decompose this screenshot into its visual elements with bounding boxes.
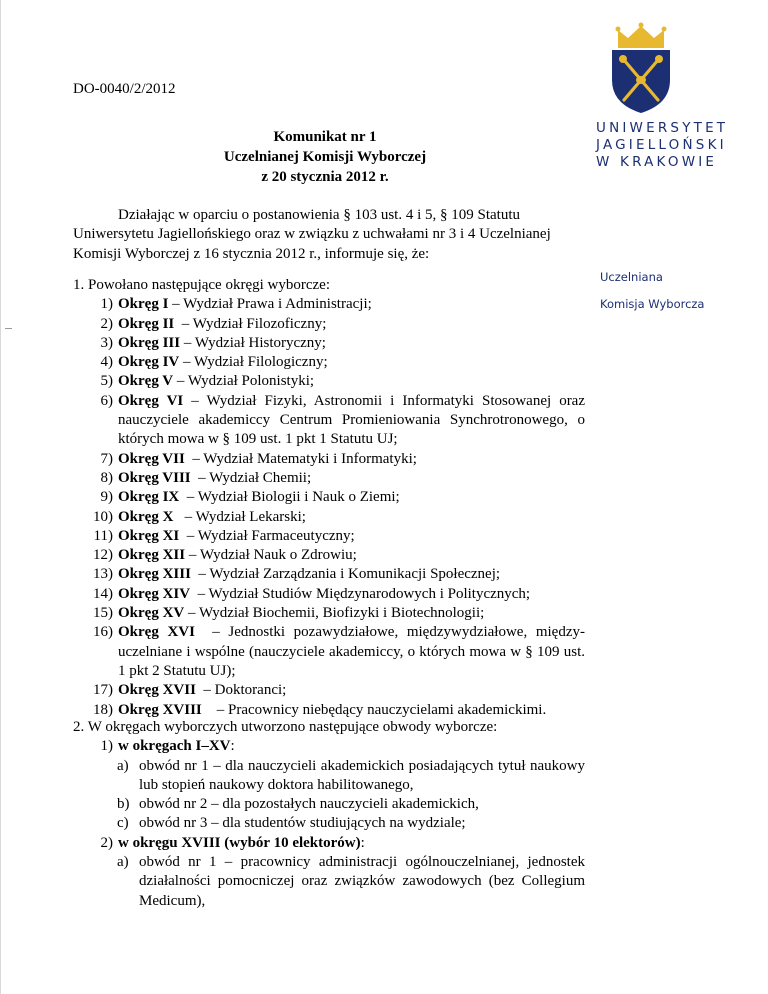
district-description: – Wydział Farmaceutyczny; xyxy=(179,527,355,544)
list-number: 8) xyxy=(100,469,113,486)
intro-line-1: Działając w oparciu o postanowienia § 103 ust. 4 i 5, § 109 Statutu xyxy=(118,207,521,223)
district-item xyxy=(73,353,585,372)
district-name: Okręg II xyxy=(118,315,175,332)
district-item xyxy=(73,334,585,353)
constituency-group-1 xyxy=(73,737,585,756)
university-name-line-3: W KRAKOWIE xyxy=(596,154,718,170)
district-description: – Wydział Polonistyki; xyxy=(173,373,315,390)
constituency-text: obwód nr 3 – dla studentów studiujących na wydziale; xyxy=(139,815,466,832)
commission-label xyxy=(600,264,704,318)
district-name: Okręg XVI xyxy=(118,624,195,641)
page-edge xyxy=(0,0,1,994)
intro-line-2: Uniwersytetu Jagiellońskiego oraz w związku z uchwałami nr 3 i 4 Uczelnianej xyxy=(73,226,551,243)
district-name: Okręg IX xyxy=(118,489,180,506)
heading-line-3: z 20 stycznia 2012 r. xyxy=(261,169,389,185)
district-name: Okręg XV xyxy=(118,605,185,622)
district-description: – Wydział Filozoficzny; xyxy=(174,315,327,332)
list-number: 2) xyxy=(100,315,113,332)
district-description: – Wydział Biologii i Nauk o Ziemi; xyxy=(179,489,400,506)
district-item xyxy=(73,295,585,314)
heading-line-1: Komunikat nr 1 xyxy=(273,129,377,145)
district-item xyxy=(73,527,585,546)
list-letter: b) xyxy=(117,796,130,813)
district-description: – Wydział Nauk o Zdrowiu; xyxy=(185,547,357,564)
document-number: DO-0040/2/2012 xyxy=(73,81,176,97)
list-letter: a) xyxy=(117,854,129,871)
list-number: 9) xyxy=(100,489,113,506)
university-logo xyxy=(596,22,746,171)
commission-line-2: Komisja Wyborcza xyxy=(600,297,705,311)
list-number: 12) xyxy=(93,547,113,564)
list-number: 17) xyxy=(93,682,113,699)
district-item xyxy=(73,585,585,604)
district-item xyxy=(73,469,585,488)
list-number: 3) xyxy=(100,334,113,351)
section-districts xyxy=(73,276,589,720)
district-list xyxy=(73,295,589,720)
list-number: 6) xyxy=(100,392,113,409)
district-item xyxy=(73,372,585,391)
margin-mark xyxy=(5,328,12,329)
district-name: Okręg XVII xyxy=(118,682,196,699)
intro-paragraph xyxy=(73,206,585,264)
district-description: – Wydział Lekarski; xyxy=(173,508,306,525)
district-name: Okręg VIII xyxy=(118,469,191,486)
district-description: – Wydział Matematyki i Informatyki; xyxy=(184,450,417,467)
section-1-heading: 1. Powołano następujące okręgi wyborcze: xyxy=(73,277,330,293)
district-name: Okręg IV xyxy=(118,354,180,371)
district-description: – Wydział Zarządzania i Komunikacji Społecznej; xyxy=(190,566,501,583)
section-2-heading: 2. W okręgach wyborczych utworzono następujące obwody wyborcze: xyxy=(73,719,498,735)
district-name: Okręg X xyxy=(118,508,174,525)
university-name-line-2: JAGIELLOŃSKI xyxy=(596,137,727,153)
district-item xyxy=(73,508,585,527)
district-item xyxy=(73,701,585,720)
district-description: – Wydział Historyczny; xyxy=(180,334,326,351)
district-description: – Jednostki pozawydziałowe, międzywydziałowe, między-uczelniane i wspólne (nauczyciele akademiccy, o których mowa w § 109 ust. 1 pkt 2 Statutu UJ); xyxy=(118,624,589,679)
district-item xyxy=(73,565,585,584)
district-item xyxy=(73,681,585,700)
list-number: 5) xyxy=(100,373,113,390)
constituency-groups xyxy=(73,737,585,911)
list-letter: c) xyxy=(117,815,129,832)
university-name xyxy=(596,120,746,171)
constituency-item xyxy=(73,814,585,833)
constituency-item xyxy=(73,853,585,911)
list-number: 18) xyxy=(93,701,113,718)
group-suffix: : xyxy=(230,738,235,755)
group-suffix: : xyxy=(360,834,365,851)
constituency-text: obwód nr 1 – pracownicy administracji ogólnouczelnianej, jednostek działalności pomocniczej oraz związków zawodowych (bez Collegium Medicum), xyxy=(139,854,585,909)
district-item xyxy=(73,623,589,681)
district-name: Okręg XIII xyxy=(118,566,191,583)
district-name: Okręg III xyxy=(118,334,181,351)
list-number: 2) xyxy=(100,834,113,851)
constituency-text: obwód nr 2 – dla pozostałych nauczycieli akademickich, xyxy=(139,796,479,813)
district-name: Okręg VII xyxy=(118,450,185,467)
list-number: 15) xyxy=(93,605,113,622)
announcement-heading xyxy=(130,127,520,187)
district-name: Okręg XII xyxy=(118,547,186,564)
constituency-item xyxy=(73,757,585,796)
group-1-items xyxy=(73,757,585,834)
district-item xyxy=(73,392,589,450)
list-number: 10) xyxy=(93,508,113,525)
district-description: – Wydział Fizyki, Astronomii i Informatyki Stosowanej oraz nauczyciele akademiccy Centrum Promieniowania Synchrotronowego, o których mowa w § 109 ust. 1 pkt 1 Statutu UJ; xyxy=(118,392,589,448)
intro-line-3: Komisji Wyborczej z 16 stycznia 2012 r., informuje się, że: xyxy=(73,245,430,262)
university-name-line-1: UNIWERSYTET xyxy=(596,120,729,136)
list-number: 14) xyxy=(93,585,113,602)
constituency-text: obwód nr 1 – dla nauczycieli akademickich posiadających tytuł naukowy lub stopień naukowy doktora habilitowanego, xyxy=(139,757,585,793)
district-description: – Wydział Filologiczny; xyxy=(179,354,328,371)
district-name: Okręg XI xyxy=(118,527,180,544)
district-description: – Wydział Studiów Międzynarodowych i Politycznych; xyxy=(190,585,531,602)
group-label: w okręgach I–XV xyxy=(118,738,231,755)
district-name: Okręg V xyxy=(118,373,174,390)
university-crest-icon xyxy=(608,22,674,114)
list-number: 4) xyxy=(100,354,113,371)
constituency-item xyxy=(73,795,585,814)
group-label: w okręgu XVIII (wybór 10 elektorów) xyxy=(118,834,361,851)
district-name: Okręg XVIII xyxy=(118,701,202,718)
district-item xyxy=(73,315,585,334)
district-description: – Wydział Prawa i Administracji; xyxy=(168,296,372,313)
district-description: – Wydział Chemii; xyxy=(190,469,312,486)
district-description: – Doktoranci; xyxy=(195,682,287,699)
district-description: – Wydział Biochemii, Biofizyki i Biotechnologii; xyxy=(184,605,485,622)
list-number: 16) xyxy=(93,624,113,641)
district-item xyxy=(73,450,585,469)
district-item xyxy=(73,488,585,507)
constituency-group-2 xyxy=(73,834,585,853)
district-name: Okręg VI xyxy=(118,392,184,409)
district-description: – Pracownicy niebędący nauczycielami akademickimi. xyxy=(201,701,547,718)
district-item xyxy=(73,604,585,623)
section-constituencies xyxy=(73,718,585,911)
district-item xyxy=(73,546,585,565)
list-number: 1) xyxy=(100,296,113,313)
list-number: 1) xyxy=(100,738,113,755)
list-number: 11) xyxy=(93,527,113,544)
list-number: 7) xyxy=(100,450,113,467)
list-letter: a) xyxy=(117,757,129,774)
heading-line-2: Uczelnianej Komisji Wyborczej xyxy=(223,149,427,165)
list-number: 13) xyxy=(93,566,113,583)
group-2-items xyxy=(73,853,585,911)
district-name: Okręg I xyxy=(118,296,169,313)
district-name: Okręg XIV xyxy=(118,585,191,602)
commission-line-1: Uczelniana xyxy=(600,270,663,284)
